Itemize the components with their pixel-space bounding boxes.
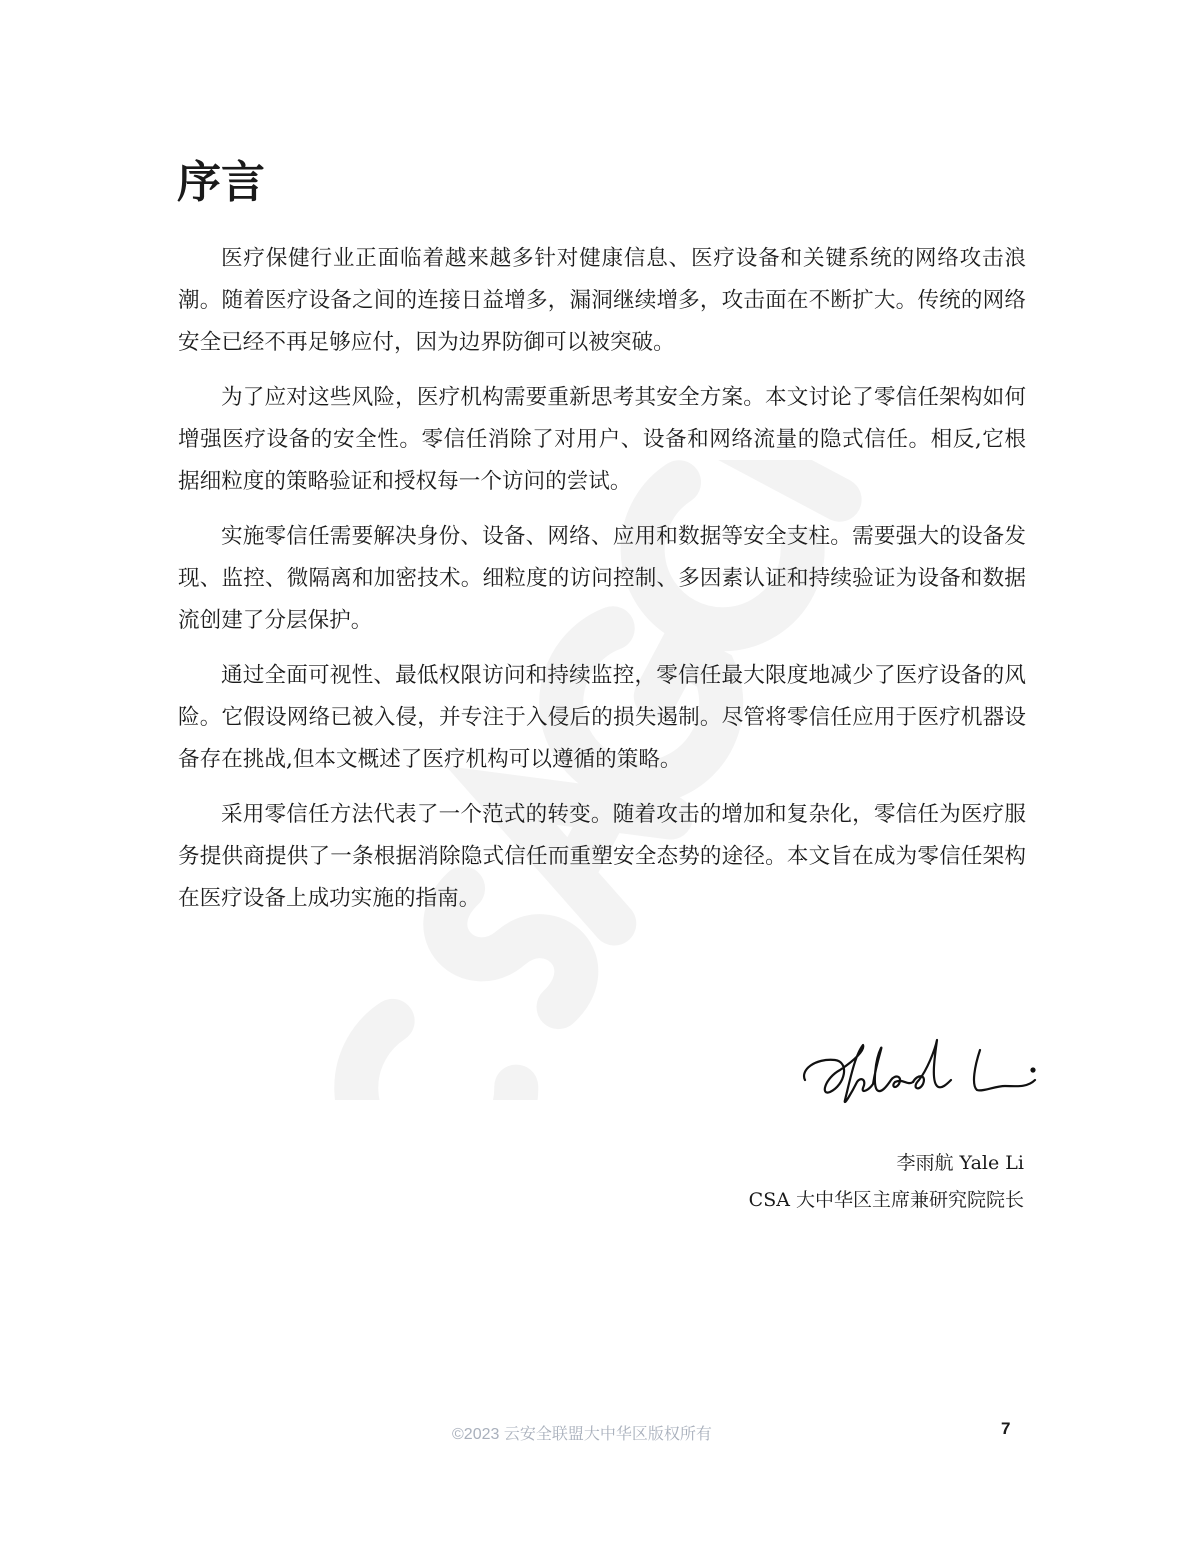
paragraph: 为了应对这些风险，医疗机构需要重新思考其安全方案。本文讨论了零信任架构如何增强医疗设备的安全性。零信任消除了对用户、设备和网络流量的隐式信任。相反,它根据细粒度的策略验证和授权每一个访问的尝试。 xyxy=(178,385,1026,494)
handwritten-signature xyxy=(795,1030,1045,1115)
signatory-role: CSA 大中华区主席兼研究院院长 xyxy=(748,1189,1024,1211)
paragraph: 实施零信任需要解决身份、设备、网络、应用和数据等安全支柱。需要强大的设备发现、监控、微隔离和加密技术。细粒度的访问控制、多因素认证和持续验证为设备和数据流创建了分层保护。 xyxy=(178,524,1026,633)
preface-body xyxy=(178,238,1026,933)
paragraph: 通过全面可视性、最低权限访问和持续监控，零信任最大限度地减少了医疗设备的风险。它假设网络已被入侵，并专注于入侵后的损失遏制。尽管将零信任应用于医疗机器设备存在挑战,但本文概述了医疗机构可以遵循的策略。 xyxy=(178,663,1026,772)
paragraph: 采用零信任方法代表了一个范式的转变。随着攻击的增加和复杂化，零信任为医疗服务提供商提供了一条根据消除隐式信任而重塑安全态势的途径。本文旨在成为零信任架构在医疗设备上成功实施的指南。 xyxy=(178,802,1026,911)
page-number: 7 xyxy=(1001,1419,1011,1438)
paragraph: 医疗保健行业正面临着越来越多针对健康信息、医疗设备和关键系统的网络攻击浪潮。随着医疗设备之间的连接日益增多，漏洞继续增多，攻击面在不断扩大。传统的网络安全已经不再足够应付，因为边界防御可以被突破。 xyxy=(178,246,1026,355)
page-title: 序言 xyxy=(177,157,265,208)
watermark-letter-c xyxy=(328,1016,525,1100)
signatory-name: 李雨航 Yale Li xyxy=(896,1152,1024,1174)
footer-copyright: ©2023 云安全联盟大中华区版权所有 xyxy=(452,1426,712,1443)
